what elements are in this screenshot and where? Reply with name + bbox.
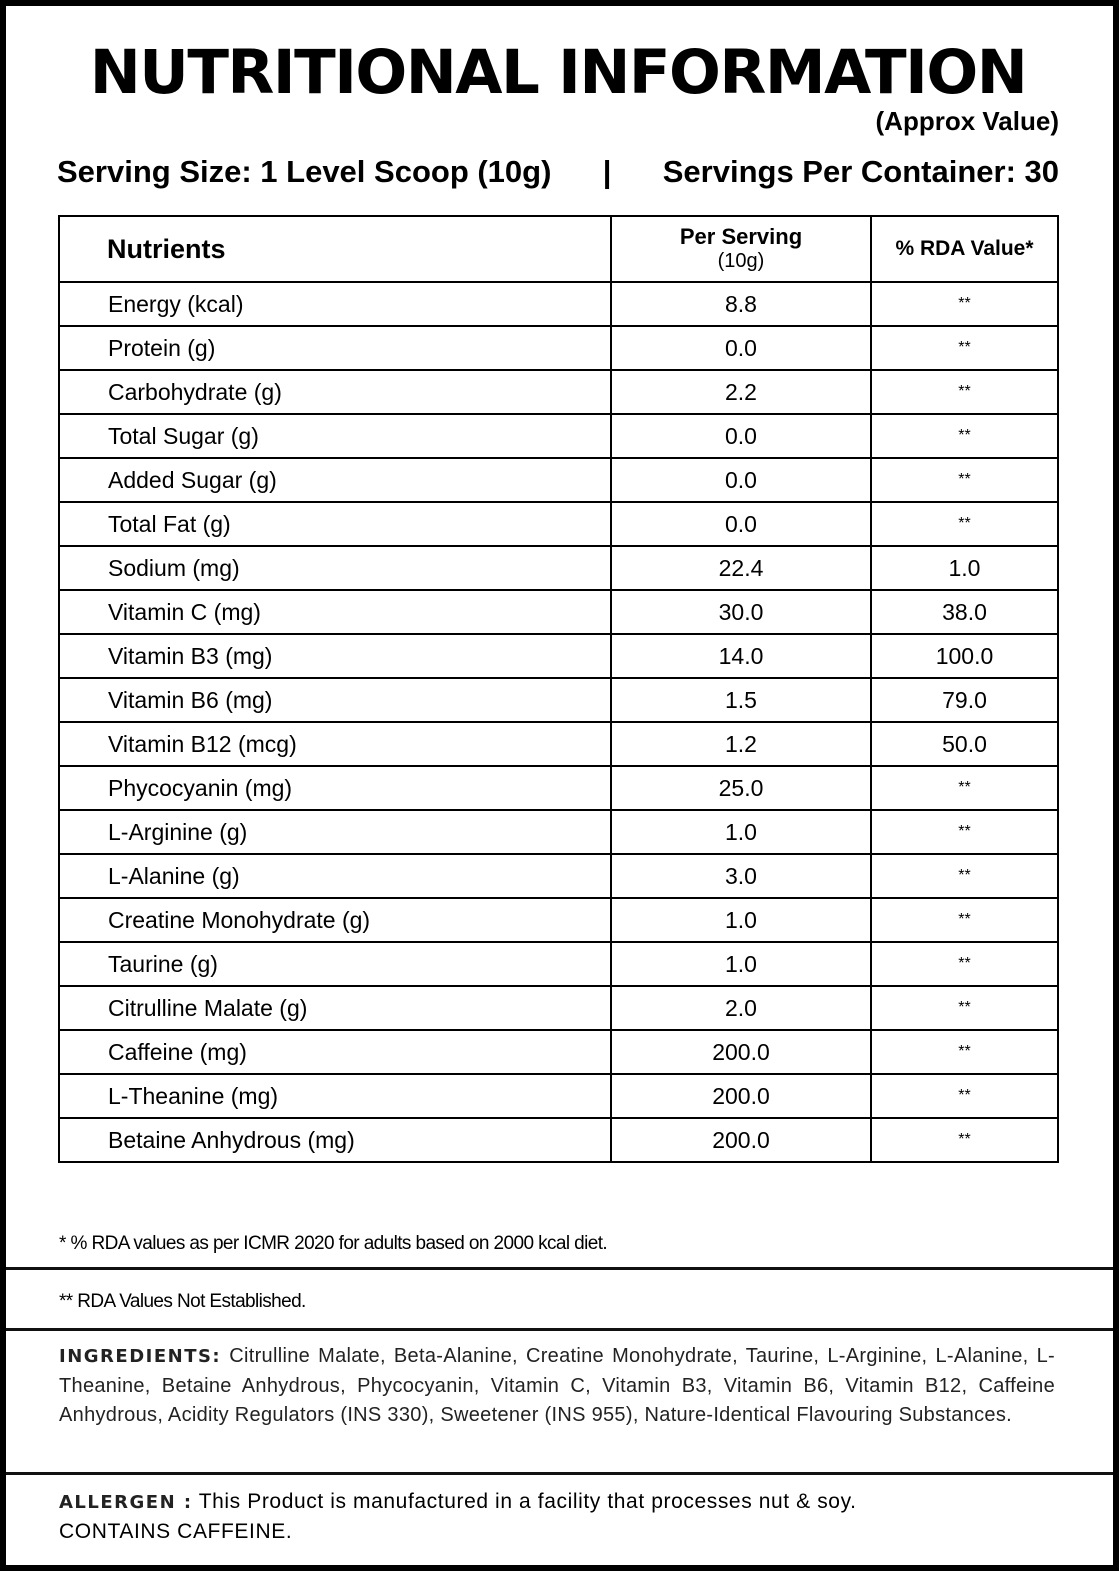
nutrient-name: Added Sugar (g): [59, 458, 611, 502]
nutrient-name: Phycocyanin (mg): [59, 766, 611, 810]
rda-value: 1.0: [871, 546, 1058, 590]
nutrient-name: Carbohydrate (g): [59, 370, 611, 414]
rda-value: **: [871, 502, 1058, 546]
table-row: [59, 282, 1058, 326]
nutrient-name: Citrulline Malate (g): [59, 986, 611, 1030]
divider: [6, 1328, 1113, 1331]
table-row: [59, 458, 1058, 502]
ingredients: [59, 1342, 1055, 1431]
per-serving-value: 8.8: [611, 282, 871, 326]
nutrient-name: Total Sugar (g): [59, 414, 611, 458]
nutrient-name: Caffeine (mg): [59, 1030, 611, 1074]
table-row: [59, 326, 1058, 370]
nutrient-name: Protein (g): [59, 326, 611, 370]
table-row: [59, 810, 1058, 854]
rda-value: **: [871, 282, 1058, 326]
rda-value: **: [871, 1118, 1058, 1162]
rda-value: **: [871, 942, 1058, 986]
rda-value: 50.0: [871, 722, 1058, 766]
rda-value: **: [871, 370, 1058, 414]
table-row: [59, 942, 1058, 986]
separator: |: [602, 154, 612, 189]
per-serving-value: 14.0: [611, 634, 871, 678]
allergen-label: ALLERGEN :: [59, 1492, 193, 1513]
footnote-not-established: ** RDA Values Not Established.: [59, 1291, 306, 1312]
contains-caffeine: CONTAINS CAFFEINE.: [59, 1520, 293, 1543]
per-serving-value: 1.5: [611, 678, 871, 722]
table-row: [59, 634, 1058, 678]
nutrient-name: Sodium (mg): [59, 546, 611, 590]
divider: [6, 1472, 1113, 1475]
nutrient-name: Vitamin B12 (mcg): [59, 722, 611, 766]
ingredients-text: Citrulline Malate, Beta-Alanine, Creatine Monohydrate, Taurine, L-Arginine, L-Alanine, L-Theanine, Betaine Anhydrous, Phycocyanin, Vitamin C, Vitamin B3, Vitamin B6, Vitamin B12, Caffeine Anhydrous, Acidity Regulators (INS 330), Sweetener (INS 955), Nature-Identical Flavouring Substances.: [59, 1345, 1055, 1426]
nutrient-name: L-Theanine (mg): [59, 1074, 611, 1118]
footnote-rda: * % RDA values as per ICMR 2020 for adults based on 2000 kcal diet.: [59, 1233, 608, 1254]
nutrient-name: Energy (kcal): [59, 282, 611, 326]
table-row: [59, 898, 1058, 942]
divider: [6, 1267, 1113, 1270]
table-row: [59, 502, 1058, 546]
rda-value: 79.0: [871, 678, 1058, 722]
table-row: [59, 370, 1058, 414]
rda-value: **: [871, 1074, 1058, 1118]
nutrient-name: Betaine Anhydrous (mg): [59, 1118, 611, 1162]
per-serving-value: 1.0: [611, 810, 871, 854]
per-serving-value: 1.2: [611, 722, 871, 766]
nutrient-name: L-Arginine (g): [59, 810, 611, 854]
table-row: [59, 590, 1058, 634]
table-row: [59, 854, 1058, 898]
rda-value: **: [871, 810, 1058, 854]
table-row: [59, 1074, 1058, 1118]
allergen-info: [59, 1487, 1059, 1546]
nutrient-name: Vitamin C (mg): [59, 590, 611, 634]
per-serving-value: 2.0: [611, 986, 871, 1030]
rda-value: **: [871, 414, 1058, 458]
per-serving-value: 200.0: [611, 1074, 871, 1118]
nutrient-name: Vitamin B6 (mg): [59, 678, 611, 722]
table-row: [59, 722, 1058, 766]
rda-value: **: [871, 766, 1058, 810]
per-serving-label: Per Serving: [679, 224, 803, 249]
rda-value: 100.0: [871, 634, 1058, 678]
table-row: [59, 986, 1058, 1030]
table-row: [59, 766, 1058, 810]
per-serving-value: 0.0: [611, 458, 871, 502]
serving-info: [57, 154, 1059, 190]
allergen-text: This Product is manufactured in a facility that processes nut & soy.: [198, 1490, 857, 1513]
nutrient-name: Taurine (g): [59, 942, 611, 986]
servings-per-container: Servings Per Container: 30: [662, 154, 1059, 189]
header-rda: % RDA Value*: [871, 216, 1058, 282]
nutrition-table: [58, 215, 1059, 1163]
table-row: [59, 1118, 1058, 1162]
table-row: [59, 546, 1058, 590]
table-row: [59, 1030, 1058, 1074]
approx-note: (Approx Value): [875, 106, 1059, 136]
nutrient-name: Total Fat (g): [59, 502, 611, 546]
rda-value: **: [871, 326, 1058, 370]
header-per-serving: [611, 216, 871, 282]
ingredients-label: INGREDIENTS:: [59, 1346, 222, 1367]
per-serving-value: 2.2: [611, 370, 871, 414]
per-serving-value: 200.0: [611, 1118, 871, 1162]
per-serving-value: 3.0: [611, 854, 871, 898]
table-row: [59, 678, 1058, 722]
page-title: NUTRITIONAL INFORMATION: [89, 37, 1027, 108]
per-serving-value: 22.4: [611, 546, 871, 590]
per-serving-value: 0.0: [611, 502, 871, 546]
per-serving-unit: (10g): [717, 250, 765, 272]
per-serving-value: 1.0: [611, 898, 871, 942]
nutrient-name: L-Alanine (g): [59, 854, 611, 898]
per-serving-value: 0.0: [611, 414, 871, 458]
rda-value: **: [871, 458, 1058, 502]
table-header-row: [59, 216, 1058, 282]
per-serving-value: 30.0: [611, 590, 871, 634]
nutrient-name: Vitamin B3 (mg): [59, 634, 611, 678]
serving-size: Serving Size: 1 Level Scoop (10g): [57, 154, 552, 189]
table-row: [59, 414, 1058, 458]
per-serving-value: 25.0: [611, 766, 871, 810]
rda-value: **: [871, 898, 1058, 942]
rda-value: **: [871, 986, 1058, 1030]
rda-value: 38.0: [871, 590, 1058, 634]
rda-value: **: [871, 1030, 1058, 1074]
rda-value: **: [871, 854, 1058, 898]
per-serving-value: 200.0: [611, 1030, 871, 1074]
per-serving-value: 0.0: [611, 326, 871, 370]
header-nutrients: Nutrients: [59, 216, 611, 282]
per-serving-value: 1.0: [611, 942, 871, 986]
nutrient-name: Creatine Monohydrate (g): [59, 898, 611, 942]
